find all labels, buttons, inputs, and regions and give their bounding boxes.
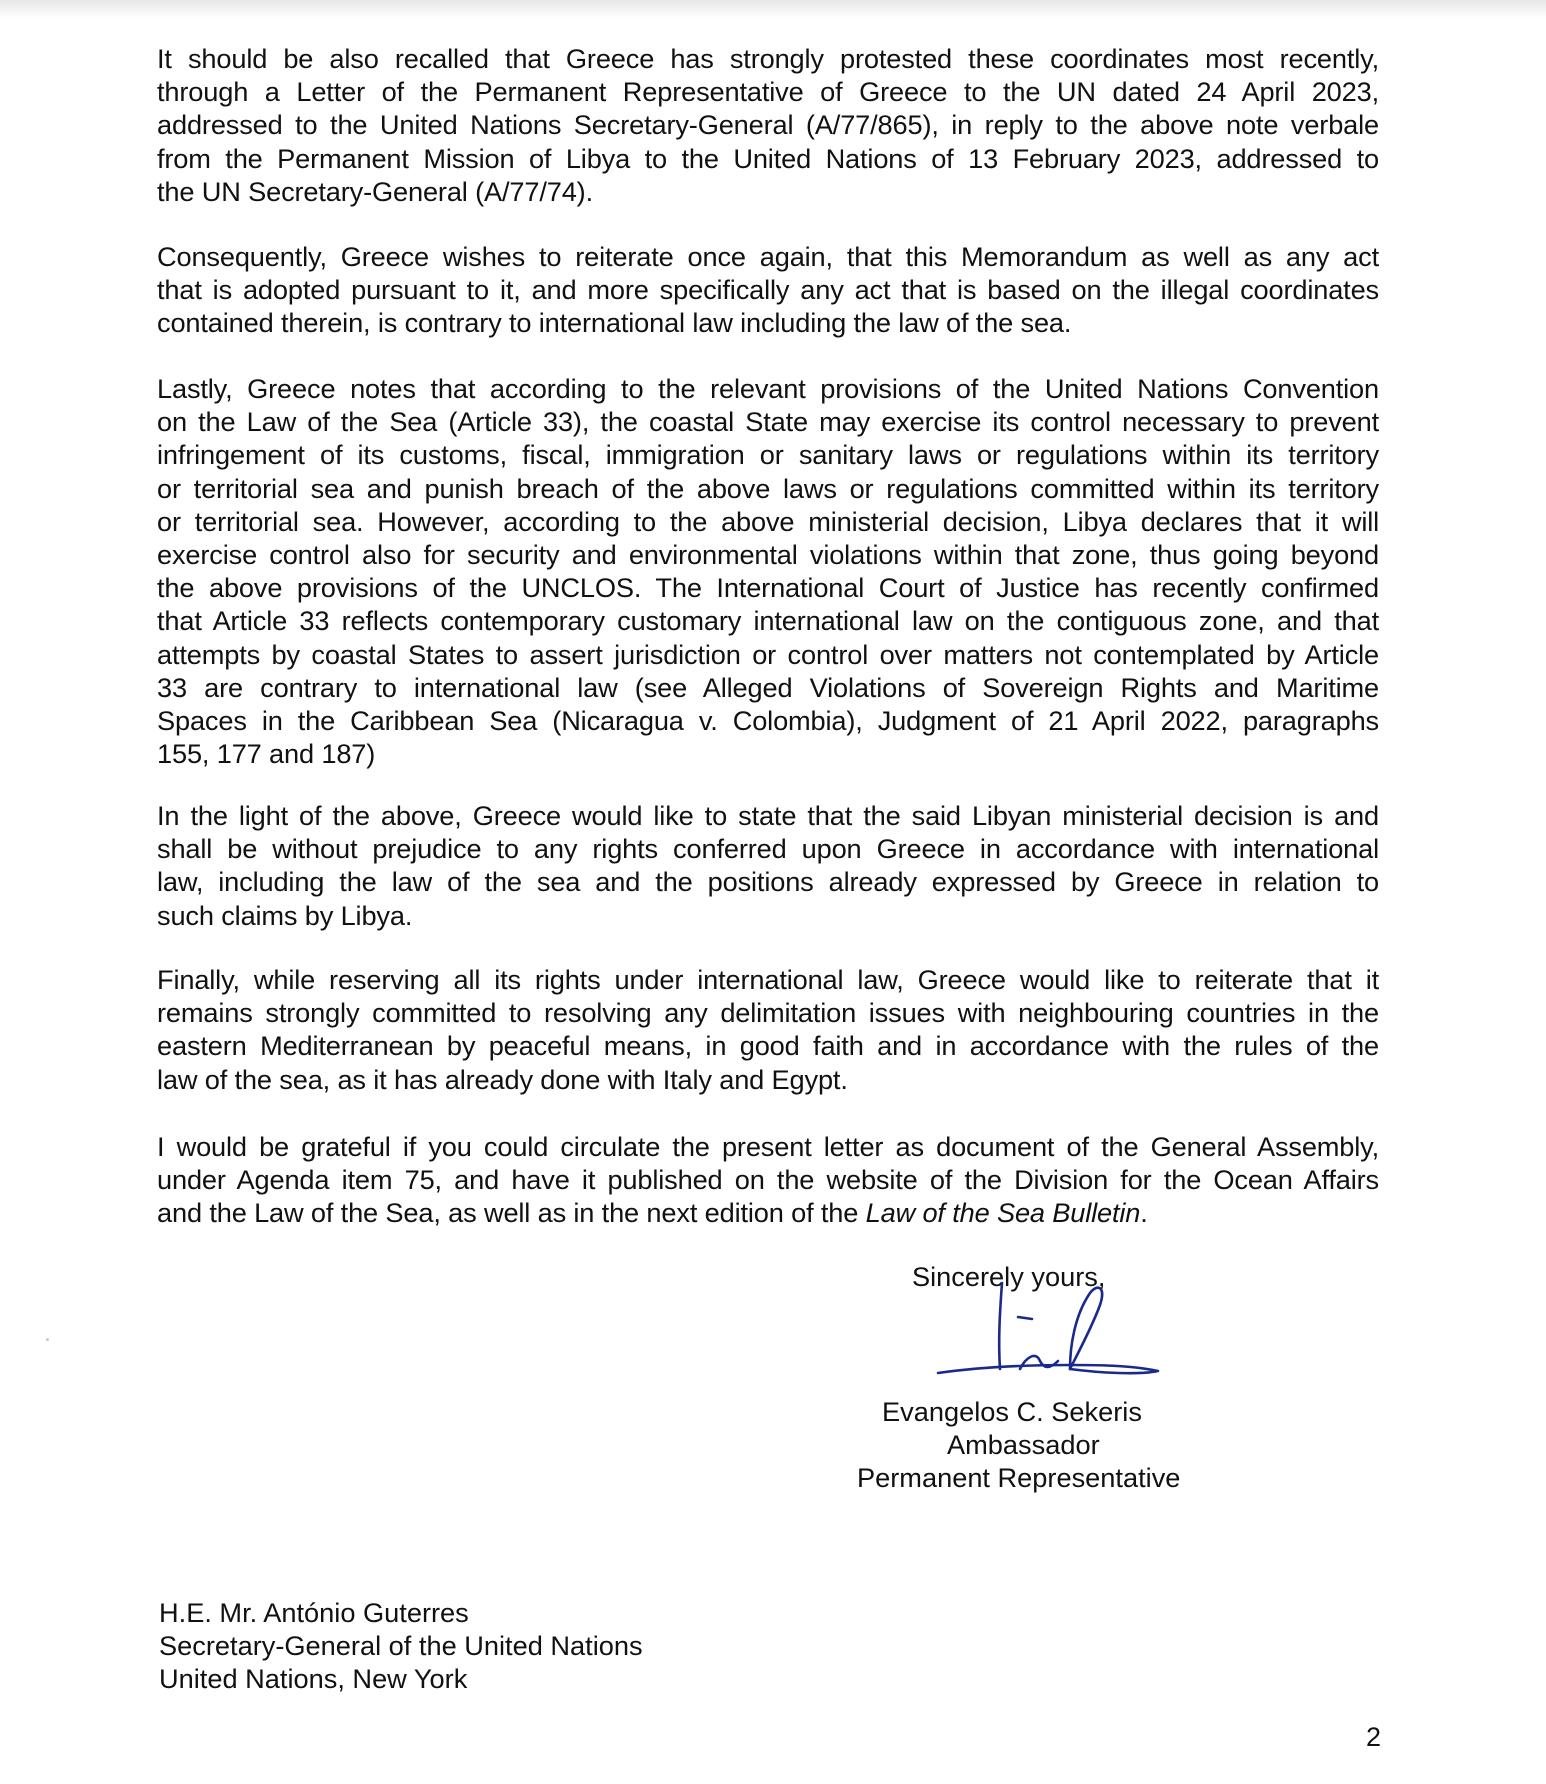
- text-line: such claims by Libya.: [157, 899, 413, 931]
- text-line: remains strongly committed to resolving any delimitation issues with neighbouring countries in the: [157, 997, 1379, 1029]
- paragraph-recall-protest: [157, 42, 1379, 208]
- text-line: I would be grateful if you could circulate the present letter as document of the General Assembly,: [157, 1131, 1379, 1162]
- paragraph-circulation-request: [157, 1130, 1379, 1230]
- signature-stroke: [1070, 1288, 1102, 1369]
- signature-stroke: [1020, 1356, 1058, 1369]
- signature-stroke: [999, 1283, 1002, 1369]
- signature-image: [920, 1265, 1170, 1380]
- addressee-position: Secretary-General of the United Nations: [159, 1630, 643, 1661]
- text-line: that is adopted pursuant to it, and more specifically any act that is based on the illegal coordinates: [157, 274, 1379, 306]
- bulletin-title: Law of the Sea Bulletin: [865, 1197, 1141, 1229]
- text-line: exercise control also for security and environmental violations within that zone, thus going beyond: [157, 539, 1379, 571]
- text-line: addressed to the United Nations Secretary-General (A/77/865), in reply to the above note verbale: [157, 109, 1379, 141]
- text-line: contained therein, is contrary to international law including the law of the sea.: [157, 307, 1072, 339]
- text-line: the above provisions of the UNCLOS. The International Court of Justice has recently confirmed: [157, 572, 1379, 604]
- text-line-with-italic: [157, 1196, 1379, 1229]
- paragraph-finally: [157, 963, 1379, 1096]
- text-line: or territorial sea. However, according to the above ministerial decision, Libya declares that it will: [157, 505, 1379, 537]
- addressee-block: [159, 1596, 643, 1695]
- page-number: 2: [1366, 1722, 1382, 1752]
- text-line: 33 are contrary to international law (see Alleged Violations of Sovereign Rights and Maritime: [157, 671, 1379, 703]
- text-line: under Agenda item 75, and have it published on the website of the Division for the Ocean Affairs: [157, 1164, 1379, 1196]
- signatory-name: Evangelos C. Sekeris: [882, 1396, 1142, 1427]
- text-line: shall be without prejudice to any rights conferred upon Greece in accordance with international: [157, 833, 1379, 865]
- text-line: from the Permanent Mission of Libya to the United Nations of 13 February 2023, addressed to: [157, 142, 1379, 174]
- paragraph-lastly: [157, 372, 1379, 770]
- signatory-role: Permanent Representative: [857, 1462, 1181, 1493]
- text-line: law of the sea, as it has already done with Italy and Egypt.: [157, 1063, 848, 1095]
- paragraph-in-light: [157, 799, 1379, 932]
- text-run: .: [1140, 1197, 1148, 1229]
- text-line: that Article 33 reflects contemporary customary international law on the contiguous zone, and that: [157, 605, 1379, 637]
- addressee-location: United Nations, New York: [159, 1663, 468, 1694]
- text-line: eastern Mediterranean by peaceful means, in good faith and in accordance with the rules of the: [157, 1030, 1379, 1062]
- addressee-name: H.E. Mr. António Guterres: [159, 1597, 469, 1628]
- closing-salutation: Sincerely yours,: [912, 1261, 1106, 1292]
- text-line: or territorial sea and punish breach of the above laws or regulations committed within its territory: [157, 472, 1379, 504]
- text-line: the UN Secretary-General (A/77/74).: [157, 175, 593, 207]
- scan-top-edge: [0, 0, 1546, 18]
- signatory-title: Ambassador: [947, 1429, 1100, 1460]
- text-line: on the Law of the Sea (Article 33), the coastal State may exercise its control necessary to prevent: [157, 406, 1379, 438]
- text-line: attempts by coastal States to assert jurisdiction or control over matters not contemplated by Article: [157, 638, 1379, 670]
- text-line: law, including the law of the sea and the positions already expressed by Greece in relation to: [157, 866, 1379, 898]
- text-line: Finally, while reserving all its rights under international law, Greece would like to reiterate that it: [157, 964, 1379, 995]
- scan-speck: [46, 1338, 49, 1341]
- text-run: and the Law of the Sea, as well as in the next edition of the: [157, 1197, 866, 1229]
- text-line: Consequently, Greece wishes to reiterate once again, that this Memorandum as well as any act: [157, 241, 1379, 272]
- text-line: In the light of the above, Greece would like to state that the said Libyan ministerial decision is and: [157, 800, 1379, 831]
- text-line: Lastly, Greece notes that according to the relevant provisions of the United Nations Convention: [157, 373, 1379, 404]
- text-line: It should be also recalled that Greece has strongly protested these coordinates most recently,: [157, 43, 1379, 74]
- text-line: 155, 177 and 187): [157, 738, 376, 770]
- text-line: infringement of its customs, fiscal, immigration or sanitary laws or regulations within its territory: [157, 439, 1379, 471]
- text-line: Spaces in the Caribbean Sea (Nicaragua v. Colombia), Judgment of 21 April 2022, paragraphs: [157, 705, 1379, 737]
- text-line: through a Letter of the Permanent Representative of Greece to the UN dated 24 April 2023,: [157, 76, 1379, 108]
- signature-stroke: [1018, 1317, 1032, 1319]
- paragraph-consequently: [157, 240, 1379, 340]
